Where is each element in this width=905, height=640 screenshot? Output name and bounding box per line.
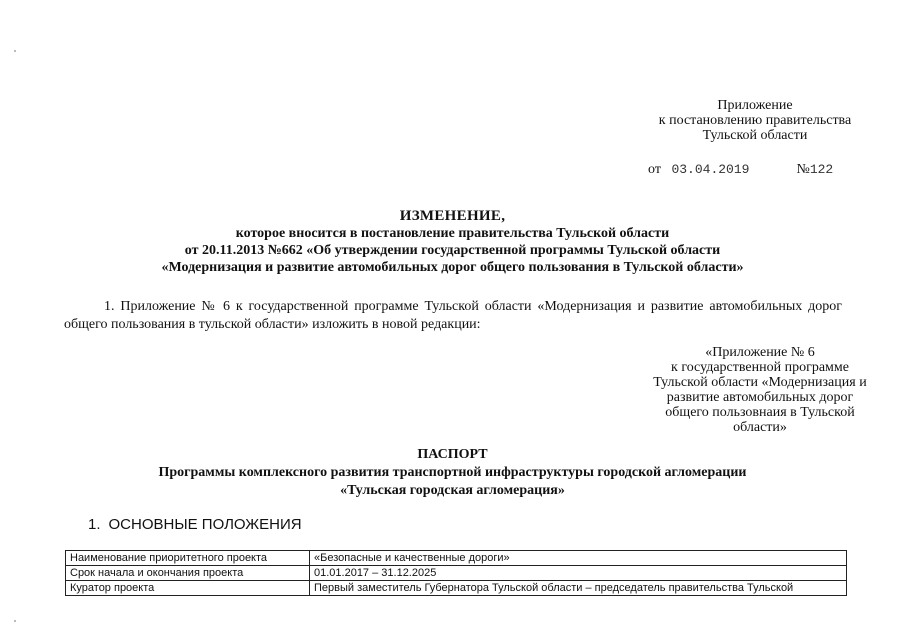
table-cell-label: Наименование приоритетного проекта [66, 551, 310, 566]
title-line: которое вносится в постановление правительства Тульской области [235, 226, 670, 241]
number-value: 122 [809, 162, 834, 177]
title-heading: ИЗМЕНЕНИЕ, [399, 208, 506, 224]
appendix6-line: к государственной программе [671, 360, 849, 375]
table-row [66, 551, 847, 566]
appendix6-line: «Приложение № 6 [705, 345, 815, 360]
appendix-line: к постановлению правительства [658, 113, 852, 128]
appendix6-line: развитие автомобильных дорог [666, 390, 854, 405]
paragraph-1 [64, 298, 842, 334]
appendix6-line: Тульской области «Модернизация и [653, 375, 867, 390]
date-number-line [648, 162, 833, 178]
passport-line: «Тульская городская агломерация» [340, 483, 565, 498]
table-row [66, 581, 847, 596]
date-prefix: от [648, 162, 661, 177]
appendix6-line: общего пользовнаия в Тульской [665, 405, 855, 420]
scan-speck [14, 50, 16, 52]
appendix-6-header [620, 345, 900, 435]
main-provisions-table [65, 550, 847, 596]
document-title [0, 208, 905, 276]
table-cell-value: Первый заместитель Губернатора Тульской области – председатель правительства Тульской [310, 581, 847, 596]
table-cell-value: 01.01.2017 – 31.12.2025 [310, 566, 847, 581]
table-cell-label: Срок начала и окончания проекта [66, 566, 310, 581]
title-line: «Модернизация и развитие автомобильных дорог общего пользования в Тульской области» [161, 260, 744, 275]
scan-speck [14, 620, 16, 622]
passport-heading: ПАСПОРТ [417, 447, 488, 462]
title-line: от 20.11.2013 №662 «Об утверждении государственной программы Тульской области [184, 243, 721, 258]
appendix-header [600, 98, 905, 143]
number-sign: № [796, 162, 810, 177]
table-cell-value: «Безопасные и качественные дороги» [310, 551, 847, 566]
passport-title [0, 446, 905, 500]
appendix-line: Приложение [717, 98, 793, 113]
date-value: 03.04.2019 [671, 162, 750, 177]
section-title: ОСНОВНЫЕ ПОЛОЖЕНИЯ [108, 516, 302, 533]
table-cell-label: Куратор проекта [66, 581, 310, 596]
passport-line: Программы комплексного развития транспортной инфраструктуры городской агломерации [158, 465, 747, 480]
appendix-line: Тульской области [702, 128, 808, 143]
table-row [66, 566, 847, 581]
section-number: 1. [88, 516, 101, 533]
appendix6-line: области» [733, 420, 787, 435]
paragraph-text: 1. Приложение № 6 к государственной программе Тульской области «Модернизация и развитие автомобильных дорог общего пользования в тульской области» изложить в новой редакции: [64, 299, 842, 332]
section-heading [88, 516, 302, 533]
